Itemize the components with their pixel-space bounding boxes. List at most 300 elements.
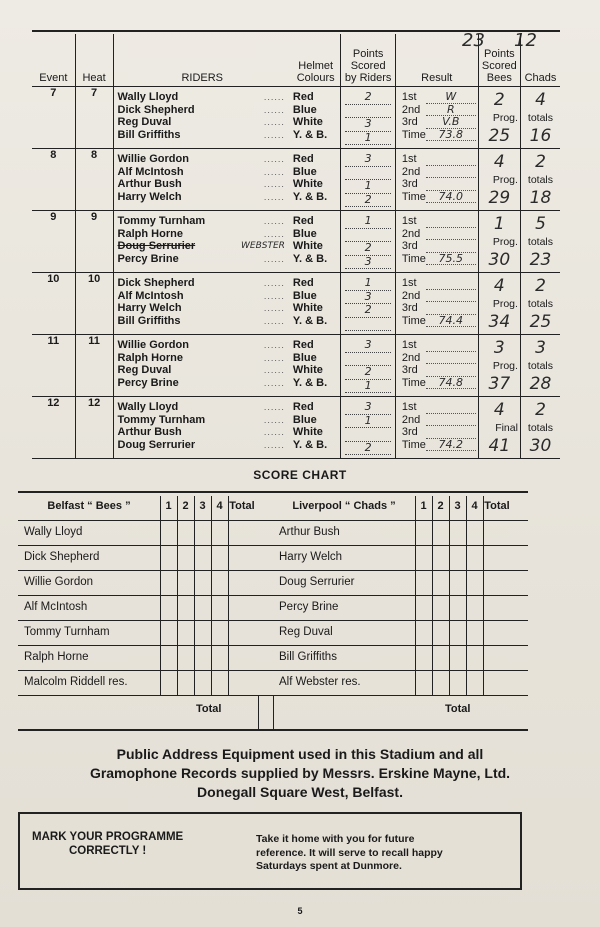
rider-list (114, 211, 291, 265)
rider-name: Dick Shepherd (117, 103, 195, 116)
prog-label: Prog. (492, 174, 518, 186)
heat-number: 9 (75, 211, 113, 273)
result-time: 75.5 (426, 253, 476, 266)
score-column-header: Total (229, 500, 255, 512)
result-label: 3rd (401, 240, 418, 252)
result-time: 74.2 (426, 439, 476, 452)
helmet-colour: Blue (292, 165, 317, 178)
mark-line-1: MARK YOUR PROGRAMME (32, 831, 184, 843)
result-time: 74.8 (426, 377, 476, 390)
rider-points: 3 (345, 153, 390, 167)
result-second (426, 290, 476, 303)
points-list (341, 149, 394, 207)
chads-rider-name: Arthur Bush (279, 526, 340, 538)
heat-table-top-rule (32, 30, 560, 32)
rider-points: 3 (345, 291, 390, 305)
page-number: 5 (297, 906, 303, 916)
bees-prog-total: 41 (488, 436, 511, 456)
take-line-2: reference. It will serve to recall happy (256, 846, 443, 859)
rider-name: Alf McIntosh (117, 289, 184, 302)
rider-name: Willie Gordon (117, 339, 189, 351)
result-label: 2nd (401, 351, 421, 364)
heat-row (32, 397, 560, 459)
result-first (426, 215, 476, 228)
rider-name: Arthur Bush (117, 426, 182, 438)
rider-list (114, 87, 291, 141)
chads-team-name: Liverpool “ Chads ” (292, 500, 396, 512)
result-label: Time (401, 252, 426, 265)
helmet-colours (291, 87, 341, 141)
helmet-colour: White (292, 240, 323, 252)
chads-total-label: Total (445, 703, 471, 715)
helmet-colour: White (292, 364, 323, 376)
rider-points: 1 (345, 415, 390, 429)
rider-name: Harry Welch (117, 190, 182, 203)
helmet-colour: Blue (292, 351, 317, 364)
result-list (396, 87, 478, 141)
rider-name: Arthur Bush (117, 178, 182, 190)
totals-label: totals (527, 174, 554, 186)
result-third (426, 302, 476, 315)
chads-total: 16 (529, 126, 552, 146)
rider-points: 2 (345, 194, 390, 208)
result-list (396, 273, 478, 327)
rider-points: 1 (345, 180, 390, 194)
bees-points-cell (479, 273, 520, 334)
rider-name: Reg Duval (117, 364, 172, 376)
rider-name: Wally Lloyd (117, 91, 179, 103)
leader-dots: ...... (263, 216, 285, 226)
heat-number: 12 (75, 397, 113, 459)
rider-points: 2 (345, 304, 390, 318)
chads-heat-points: 3 (535, 338, 546, 358)
header-heat: Heat (75, 34, 113, 87)
result-time: 74.0 (426, 191, 476, 204)
helmet-colour: Y. & B. (292, 190, 328, 203)
chads-heat-points: 5 (535, 214, 546, 234)
helmet-colour: Red (292, 91, 314, 103)
rider-name: Willie Gordon (117, 153, 189, 165)
helmet-colour: Red (292, 153, 314, 165)
rider-name: Harry Welch (117, 302, 182, 314)
result-label: 3rd (401, 364, 418, 376)
rider-points: 3 (345, 339, 390, 353)
helmet-colour: Red (292, 215, 314, 227)
rider-name: Doug Serrurier (117, 438, 196, 451)
score-chart-bottom-rule (18, 729, 528, 731)
result-second (426, 352, 476, 365)
helmet-colours (291, 335, 341, 389)
chads-points-cell (521, 335, 560, 396)
leader-dots: ...... (263, 191, 285, 202)
take-it-home-text (256, 833, 443, 874)
rider-points: 1 (345, 277, 390, 291)
result-list (396, 149, 478, 203)
result-label: 2nd (401, 413, 421, 426)
points-list (341, 273, 394, 331)
chads-points-cell (521, 273, 560, 334)
result-third (426, 364, 476, 377)
helmet-colour: White (292, 116, 323, 128)
bees-heat-points: 4 (493, 400, 505, 420)
event-number: 11 (32, 335, 75, 397)
result-second (426, 228, 476, 241)
handwritten-bees-total: 23 (462, 30, 485, 51)
result-label: 1st (401, 401, 417, 413)
rider-annotation: WEBSTER (241, 241, 285, 251)
helmet-colour: Y. & B. (292, 128, 328, 141)
result-third (426, 426, 476, 439)
helmet-colour: Blue (292, 227, 317, 240)
result-first (426, 339, 476, 352)
pa-line-1: Public Address Equipment used in this Stadium and all (116, 746, 484, 762)
bees-prog-total: 29 (488, 188, 511, 208)
result-first (426, 153, 476, 166)
rider-points: 3 (345, 118, 390, 132)
result-label: Time (401, 314, 426, 327)
helmet-colour: Y. & B. (292, 314, 328, 327)
result-second (426, 166, 476, 179)
chads-rider-name: Percy Brine (279, 601, 339, 613)
heat-row (32, 87, 560, 149)
points-list (341, 335, 394, 393)
bees-rider-name: Malcolm Riddell res. (24, 676, 128, 688)
header-riders: RIDERS (113, 34, 291, 87)
chads-total: 30 (529, 436, 552, 456)
rider-name: Bill Griffiths (117, 314, 181, 327)
rider-points (345, 428, 390, 442)
helmet-colours (291, 397, 341, 451)
chads-heat-points: 2 (535, 400, 546, 420)
chads-heat-points: 2 (535, 152, 546, 172)
heat-row (32, 273, 560, 335)
rider-name: Ralph Horne (117, 351, 183, 364)
rider-points: 1 (345, 380, 390, 394)
result-label: 2nd (401, 165, 421, 178)
rider-points: 2 (345, 91, 390, 105)
heat-number: 8 (75, 149, 113, 211)
helmet-colour: Blue (292, 413, 317, 426)
header-points-chads: Chads (520, 34, 560, 87)
rider-points (345, 229, 390, 243)
pa-line-3: Donegall Square West, Belfast. (197, 784, 403, 800)
rider-name: Bill Griffiths (117, 128, 181, 141)
public-address-notice (0, 745, 600, 802)
helmet-colour: Red (292, 401, 314, 413)
points-list (341, 87, 394, 145)
chads-rider-name: Doug Serrurier (279, 576, 355, 588)
totals-label: totals (527, 112, 554, 124)
result-label: Time (401, 190, 426, 203)
bees-total-label: Total (196, 703, 222, 715)
score-column-header: 1 (420, 500, 427, 512)
rider-list (114, 149, 291, 203)
rider-points: 3 (345, 256, 390, 270)
leader-dots: ...... (263, 439, 285, 450)
prog-label: Prog. (492, 298, 518, 310)
bees-rider-name: Ralph Horne (24, 651, 89, 663)
score-column-header: 4 (216, 500, 223, 512)
totals-label: totals (527, 422, 554, 434)
result-label: 3rd (401, 116, 418, 128)
header-rule (273, 520, 528, 521)
result-first: W (426, 91, 476, 104)
bees-rider-name: Willie Gordon (24, 576, 94, 588)
result-time: 74.4 (426, 315, 476, 328)
result-third (426, 240, 476, 253)
result-label: 1st (401, 277, 417, 289)
rider-name: Alf McIntosh (117, 165, 184, 178)
helmet-colour: Y. & B. (292, 376, 328, 389)
rider-name: Dick Shepherd (117, 277, 195, 289)
mark-programme-heading (32, 830, 183, 858)
leader-dots: ...... (263, 365, 285, 375)
bees-prog-total: 37 (488, 374, 511, 394)
rider-list (114, 273, 291, 327)
score-column-header: 2 (182, 500, 189, 512)
chads-points-cell (521, 87, 560, 148)
row-rule (18, 695, 273, 696)
helmet-colour: Blue (292, 289, 317, 302)
bees-rider-name: Alf McIntosh (24, 601, 88, 613)
leader-dots: ...... (263, 352, 285, 363)
rider-name: Tommy Turnham (117, 413, 206, 426)
bees-heat-points: 4 (493, 276, 505, 296)
helmet-colour: White (292, 426, 323, 438)
heat-row (32, 149, 560, 211)
leader-dots: ...... (263, 278, 285, 288)
result-label: 3rd (401, 178, 418, 190)
rider-name: Reg Duval (117, 116, 172, 128)
rider-list (114, 335, 291, 389)
rider-name: Ralph Horne (117, 227, 183, 240)
leader-dots: ...... (263, 402, 285, 412)
prog-label: Prog. (492, 236, 518, 248)
chads-total: 28 (529, 374, 552, 394)
bees-rider-name: Tommy Turnham (24, 626, 110, 638)
leader-dots: ...... (263, 166, 285, 177)
chads-points-cell (521, 149, 560, 210)
leader-dots: ...... (263, 154, 285, 164)
bees-prog-total: 30 (488, 250, 511, 270)
rider-points: 2 (345, 442, 390, 456)
leader-dots: ...... (263, 340, 285, 350)
totals-label: totals (527, 360, 554, 372)
chads-total: 25 (529, 312, 552, 332)
heat-row (32, 211, 560, 273)
bees-heat-points: 2 (493, 90, 505, 110)
result-label: 2nd (401, 227, 421, 240)
rider-name: Tommy Turnham (117, 215, 206, 227)
chads-rider-name: Bill Griffiths (279, 651, 337, 663)
rider-name: Doug Serrurier (117, 240, 196, 252)
rider-points: 2 (345, 366, 390, 380)
header-result: Result (395, 34, 478, 87)
heat-rows (32, 87, 560, 459)
bees-points-cell (479, 149, 520, 210)
chads-rider-name: Reg Duval (279, 626, 333, 638)
helmet-colours (291, 149, 341, 203)
helmet-colour: Red (292, 339, 314, 351)
leader-dots: ...... (263, 253, 285, 264)
header-event: Event (32, 34, 75, 87)
result-list (396, 335, 478, 389)
heat-row (32, 335, 560, 397)
result-first (426, 277, 476, 290)
chads-rider-name: Alf Webster res. (279, 676, 361, 688)
prog-label: Prog. (492, 112, 518, 124)
result-second (426, 414, 476, 427)
score-column-header: 2 (437, 500, 444, 512)
result-second: R (426, 104, 476, 117)
helmet-colour: White (292, 302, 323, 314)
totals-label: totals (527, 298, 554, 310)
totals-label: totals (527, 236, 554, 248)
rider-points: 3 (345, 401, 390, 415)
bees-prog-total: 25 (488, 126, 511, 146)
points-list (341, 397, 394, 455)
rider-points (345, 105, 390, 119)
result-list (396, 397, 478, 451)
take-line-1: Take it home with you for future (256, 833, 415, 845)
leader-dots: ...... (263, 104, 285, 115)
result-label: Time (401, 376, 426, 389)
leader-dots: ...... (263, 117, 285, 127)
leader-dots: ...... (263, 315, 285, 326)
prog-label: Prog. (492, 360, 518, 372)
score-chart (18, 492, 528, 727)
helmet-colour: Y. & B. (292, 438, 328, 451)
header-points-by-riders: Points Scored by Riders (341, 34, 395, 87)
chads-heat-points: 4 (535, 90, 546, 110)
prog-label: Final (495, 422, 518, 434)
helmet-colour: Red (292, 277, 314, 289)
chads-points-cell (521, 211, 560, 272)
bees-rider-name: Dick Shepherd (24, 551, 100, 563)
result-time: 73.8 (426, 129, 476, 142)
leader-dots: ...... (263, 92, 285, 102)
event-number: 10 (32, 273, 75, 335)
header-rule (18, 520, 273, 521)
result-label: Time (401, 128, 426, 141)
chads-heat-points: 2 (535, 276, 546, 296)
rider-points: 1 (345, 132, 390, 146)
score-chart-title: SCORE CHART (253, 468, 347, 482)
take-line-3: Saturdays spent at Dunmore. (256, 860, 402, 872)
score-column-header: 1 (165, 500, 172, 512)
bees-score-half (18, 492, 273, 727)
pa-line-2: Gramophone Records supplied by Messrs. Erskine Mayne, Ltd. (89, 765, 511, 781)
leader-dots: ...... (263, 427, 285, 437)
row-rule (273, 695, 528, 696)
points-list (341, 211, 394, 269)
rider-list (114, 397, 291, 451)
bees-points-cell (479, 211, 520, 272)
heat-table (32, 34, 560, 459)
result-label: 2nd (401, 289, 421, 302)
result-label: 3rd (401, 426, 418, 438)
leader-dots: ...... (263, 179, 285, 189)
event-number: 8 (32, 149, 75, 211)
bees-heat-points: 3 (493, 338, 505, 358)
chads-total: 18 (529, 188, 552, 208)
event-number: 12 (32, 397, 75, 459)
bees-heat-points: 4 (493, 152, 505, 172)
chads-rider-name: Harry Welch (279, 551, 343, 563)
heat-number: 11 (75, 335, 113, 397)
leader-dots: ...... (263, 228, 285, 239)
rider-points (345, 318, 390, 332)
result-list (396, 211, 478, 265)
header-helmet-colours: Helmet Colours (291, 34, 341, 87)
rider-name: Wally Lloyd (117, 401, 179, 413)
helmet-colours (291, 273, 341, 327)
handwritten-chads-total: 12 (514, 30, 537, 51)
leader-dots: ...... (263, 290, 285, 301)
bees-team-name: Belfast “ Bees ” (47, 500, 131, 512)
helmet-colours (291, 211, 341, 265)
helmet-colour: Blue (292, 103, 317, 116)
result-third: V.B (426, 116, 476, 129)
score-column-header: 4 (471, 500, 478, 512)
rider-name: Percy Brine (117, 252, 179, 265)
heat-number: 7 (75, 87, 113, 149)
rider-points: 1 (345, 215, 390, 229)
result-third (426, 178, 476, 191)
helmet-colour: White (292, 178, 323, 190)
result-label: 1st (401, 215, 417, 227)
bees-prog-total: 34 (488, 312, 511, 332)
heat-table-header (32, 34, 560, 87)
mark-programme-box (18, 812, 522, 890)
result-label: 3rd (401, 302, 418, 314)
result-label: 1st (401, 153, 417, 165)
heat-number: 10 (75, 273, 113, 335)
event-number: 7 (32, 87, 75, 149)
chads-points-cell (521, 397, 560, 458)
bees-points-cell (479, 397, 520, 458)
helmet-colour: Y. & B. (292, 252, 328, 265)
event-number: 9 (32, 211, 75, 273)
header-points-bees: Points Scored Bees (478, 34, 520, 87)
result-first (426, 401, 476, 414)
total-divider (273, 695, 274, 729)
rider-points (345, 353, 390, 367)
mark-line-2: CORRECTLY ! (68, 845, 147, 857)
result-label: 1st (401, 339, 417, 351)
bees-rider-name: Wally Lloyd (24, 526, 83, 538)
bees-points-cell (479, 335, 520, 396)
bees-points-cell (479, 87, 520, 148)
rider-points: 2 (345, 242, 390, 256)
result-label: 1st (401, 91, 417, 103)
leader-dots: ...... (263, 303, 285, 313)
chads-total: 23 (529, 250, 552, 270)
score-column-header: Total (484, 500, 510, 512)
result-label: 2nd (401, 103, 421, 116)
leader-dots: ...... (263, 129, 285, 140)
score-column-header: 3 (199, 500, 206, 512)
leader-dots: ...... (263, 377, 285, 388)
score-column-header: 3 (454, 500, 461, 512)
total-divider (258, 695, 259, 729)
rider-points (345, 167, 390, 181)
bees-heat-points: 1 (493, 214, 505, 234)
rider-name: Percy Brine (117, 376, 179, 389)
chads-score-half (273, 492, 528, 727)
leader-dots: ...... (263, 414, 285, 425)
result-label: Time (401, 438, 426, 451)
